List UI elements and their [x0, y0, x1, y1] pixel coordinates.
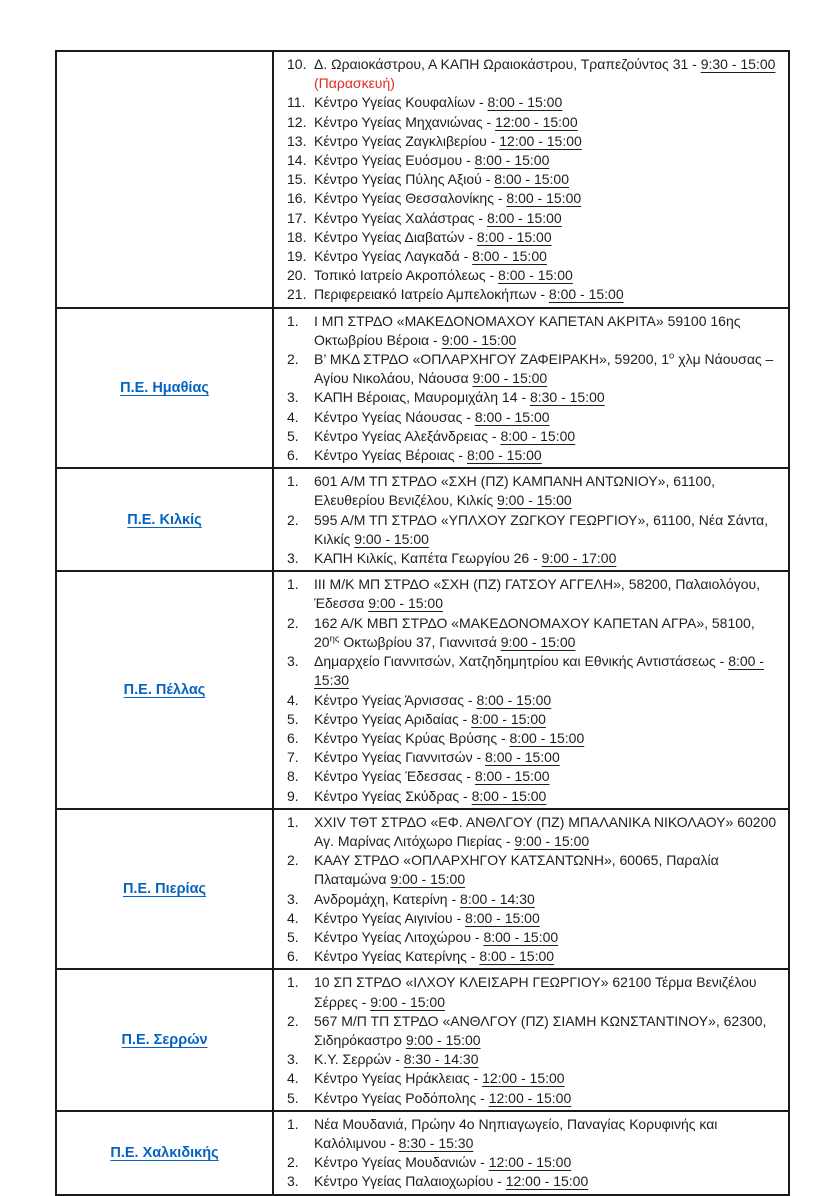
- opening-hours: 8:00 - 15:00: [548, 286, 624, 303]
- item-number: 3.: [287, 1173, 299, 1190]
- region-link[interactable]: Π.Ε. Χαλκιδικής: [110, 1144, 219, 1161]
- location-item: [274, 1153, 782, 1172]
- opening-hours: 9:00 - 15:00: [500, 633, 576, 650]
- opening-hours: 12:00 - 15:00: [495, 113, 578, 130]
- location-text: Ι ΜΠ ΣΤΡΔΟ «ΜΑΚΕΔΟΝΟΜΑΧΟΥ ΚΑΠΕΤΑΝ ΑΚΡΙΤΑ» 59100 16ης Οκτωβρίου Βέροια -: [314, 312, 741, 348]
- location-text: 10 ΣΠ ΣΤΡΔΟ «ΙΛΧΟΥ ΚΛΕΙΣΑΡΗ ΓΕΩΡΓΙΟΥ» 62100 Τέρμα Βενιζέλου Σέρρες -: [314, 974, 757, 1010]
- location-item: [274, 113, 782, 132]
- location-item: [274, 151, 782, 170]
- items-cell: [273, 969, 789, 1110]
- location-text: Κέντρο Υγείας Κρύας Βρύσης -: [314, 729, 510, 746]
- region-cell: [56, 809, 273, 970]
- location-text: Κέντρο Υγείας Βέροιας -: [314, 447, 467, 464]
- opening-hours: 8:00 - 15:00: [500, 427, 576, 444]
- opening-hours: 12:00 - 15:00: [488, 1089, 572, 1106]
- location-item: [274, 748, 782, 767]
- opening-hours: 9:00 - 15:00: [496, 492, 572, 509]
- location-item: [274, 312, 782, 350]
- opening-hours: 8:00 - 15:00: [494, 171, 569, 188]
- location-item: [274, 427, 782, 446]
- location-text: 595 Α/Μ ΤΠ ΣΤΡΔΟ «ΥΠΛΧΟΥ ΖΩΓΚΟΥ ΓΕΩΡΓΙΟΥ», 61100, Νέα Σάντα, Κιλκίς: [314, 511, 769, 547]
- items-cell: [273, 308, 789, 469]
- item-number: 17.: [287, 209, 307, 226]
- item-number: 12.: [287, 113, 307, 130]
- item-number: 14.: [287, 152, 307, 169]
- location-item: [274, 1069, 782, 1088]
- location-text: Κέντρο Υγείας Λιτοχώρου -: [314, 928, 484, 945]
- ordinal-suffix: ο: [669, 350, 675, 362]
- schedule-table-body: [56, 51, 789, 1195]
- location-text: XXIV ΤΘΤ ΣΤΡΔΟ «ΕΦ. ΑΝΘΛΓΟΥ (ΠΖ) ΜΠΑΛΑΝΙΚΑ ΝΙΚΟΛΑΟΥ» 60200 Αγ. Μαρίνας Λιτόχωρο Πιερίας -: [314, 813, 777, 849]
- location-item: [274, 691, 782, 710]
- item-number: 20.: [287, 267, 307, 284]
- item-number: 15.: [287, 171, 307, 188]
- location-text: Νέα Μουδανιά, Πρώην 4ο Νηπιαγωγείο, Παναγίας Κορυφινής και Καλόλιμνου -: [314, 1115, 718, 1151]
- location-item: [274, 549, 782, 568]
- location-text: Κέντρο Υγείας Ζαγκλιβερίου -: [314, 132, 500, 149]
- item-number: 9.: [287, 787, 299, 804]
- opening-hours: 8:00 - 15:00: [474, 152, 550, 169]
- location-item: [274, 511, 782, 549]
- item-number: 3.: [287, 1051, 299, 1068]
- location-item: [274, 813, 782, 851]
- location-text: Κέντρο Υγείας Διαβατών -: [314, 228, 477, 245]
- item-number: 6.: [287, 948, 299, 965]
- item-number: 3.: [287, 890, 299, 907]
- region-cell: [56, 969, 273, 1110]
- items-cell: [273, 1111, 789, 1195]
- location-list: [274, 813, 782, 967]
- location-item: [274, 408, 782, 427]
- location-item: [274, 228, 782, 247]
- location-text: Κέντρο Υγείας Μουδανιών -: [314, 1154, 489, 1171]
- location-text: Κέντρο Υγείας Μηχανιώνας -: [314, 113, 496, 130]
- location-text: Κέντρο Υγείας Θεσσαλονίκης -: [314, 190, 507, 207]
- opening-hours: 8:00 - 15:00: [498, 267, 573, 284]
- location-text: χλμ Νάουσας – Αγίου Νικολάου, Νάουσα: [314, 351, 774, 387]
- opening-hours: 8:00 - 15:00: [466, 447, 542, 464]
- region-link[interactable]: Π.Ε. Σερρών: [121, 1032, 208, 1049]
- location-item: [274, 266, 782, 285]
- location-list: [274, 1115, 782, 1192]
- item-number: 10.: [287, 56, 307, 72]
- location-text: Κέντρο Υγείας Λαγκαδά -: [314, 248, 473, 265]
- table-row: [56, 51, 789, 308]
- location-text: Τοπικό Ιατρείο Ακροπόλεως -: [314, 267, 499, 284]
- location-item: [274, 652, 782, 690]
- opening-hours: 8:30 - 15:00: [529, 389, 605, 406]
- location-text: Κέντρο Υγείας Ευόσμου -: [314, 152, 475, 169]
- opening-hours: 9:30 - 15:00: [700, 56, 776, 72]
- item-number: 4.: [287, 1070, 299, 1087]
- opening-hours: 8:00 - 15:00: [476, 228, 552, 245]
- location-text: Κέντρο Υγείας Σκύδρας -: [314, 787, 472, 804]
- ordinal-suffix: ης: [329, 633, 340, 645]
- opening-hours: 8:00 - 15:00: [479, 948, 555, 965]
- item-number: 2.: [287, 351, 299, 368]
- location-text: Β’ ΜΚΔ ΣΤΡΔΟ «ΟΠΛΑΡΧΗΓΟΥ ΖΑΦΕΙΡΑΚΗ», 59200, 1: [314, 351, 670, 368]
- table-row: [56, 468, 789, 571]
- item-number: 4.: [287, 408, 299, 425]
- location-text: Οκτωβρίου 37, Γιαννιτσά: [339, 633, 501, 650]
- item-number: 2.: [287, 852, 299, 869]
- location-item: [274, 890, 782, 909]
- region-cell: [56, 51, 273, 308]
- location-item: [274, 55, 782, 93]
- location-item: [274, 189, 782, 208]
- item-number: 1.: [287, 813, 299, 830]
- location-list: [274, 312, 782, 466]
- location-item: [274, 132, 782, 151]
- region-link[interactable]: Π.Ε. Πιερίας: [122, 881, 207, 898]
- location-item: [274, 710, 782, 729]
- location-item: [274, 1012, 782, 1050]
- item-number: 19.: [287, 248, 307, 265]
- location-text: ΚΑΑΥ ΣΤΡΔΟ «ΟΠΛΑΡΧΗΓΟΥ ΚΑΤΣΑΝΤΩΝΗ», 60065, Παραλία Πλαταμώνα: [314, 852, 719, 888]
- location-item: [274, 575, 782, 613]
- region-link[interactable]: Π.Ε. Πέλλας: [123, 682, 206, 698]
- opening-hours: 8:30 - 15:30: [398, 1134, 474, 1151]
- item-number: 21.: [287, 286, 307, 303]
- location-text: Κέντρο Υγείας Κατερίνης -: [314, 948, 480, 965]
- location-item: [274, 787, 782, 806]
- opening-hours: 9:00 - 15:00: [368, 595, 444, 612]
- opening-hours: 9:00 - 15:00: [472, 370, 548, 387]
- opening-hours: 9:00 - 15:00: [514, 832, 590, 849]
- location-item: [274, 851, 782, 889]
- item-number: 2.: [287, 1012, 299, 1029]
- opening-hours: 8:30 - 14:30: [403, 1051, 479, 1068]
- item-number: 5.: [287, 928, 299, 945]
- location-item: [274, 947, 782, 966]
- opening-hours: 9:00 - 15:00: [370, 993, 445, 1010]
- location-text: Κέντρο Υγείας Αιγινίου -: [314, 909, 466, 926]
- item-number: 5.: [287, 710, 299, 727]
- regional-units-schedule-table: [55, 50, 790, 1196]
- item-number: 6.: [287, 729, 299, 746]
- location-text: 601 Α/Μ ΤΠ ΣΤΡΔΟ «ΣΧΗ (ΠΖ) ΚΑΜΠΑΝΗ ΑΝΤΩΝΙΟΥ», 61100, Ελευθερίου Βενιζέλου, Κιλκίς: [314, 473, 716, 509]
- item-number: 11.: [287, 94, 306, 111]
- region-cell: [56, 308, 273, 469]
- item-number: 1.: [287, 473, 299, 490]
- opening-hours: 8:00 - 15:00: [487, 94, 563, 111]
- opening-hours: 8:00 - 15:00: [471, 787, 547, 804]
- location-text: Κέντρο Υγείας Κουφαλίων -: [314, 94, 488, 111]
- location-item: [274, 170, 782, 189]
- region-cell: [56, 571, 273, 808]
- opening-hours: 8:00 - 15:00: [509, 729, 585, 746]
- item-number: 2.: [287, 614, 299, 631]
- location-text: Κ.Υ. Σερρών -: [314, 1051, 404, 1068]
- items-cell: [273, 468, 789, 571]
- item-number: 1.: [287, 576, 299, 593]
- location-item: [274, 350, 782, 388]
- opening-hours: 9:00 - 15:00: [390, 871, 466, 888]
- location-text: 162 Α/Κ ΜΒΠ ΣΤΡΔΟ «ΜΑΚΕΔΟΝΟΜΑΧΟΥ ΚΑΠΕΤΑΝ ΑΓΡΑ», 58100, 20: [314, 614, 755, 650]
- item-number: 3.: [287, 389, 299, 406]
- location-text: Κέντρο Υγείας Γιαννιτσών -: [314, 749, 486, 766]
- location-text: Κέντρο Υγείας Έδεσσας -: [314, 768, 475, 785]
- location-item: [274, 247, 782, 266]
- location-text: Κέντρο Υγείας Πύλης Αξιού -: [314, 171, 495, 188]
- items-cell: [273, 809, 789, 970]
- opening-hours: 8:00 - 15:00: [486, 209, 562, 226]
- opening-hours: 8:00 - 15:00: [472, 248, 547, 265]
- item-number: 1.: [287, 974, 299, 991]
- table-row: [56, 809, 789, 970]
- region-link[interactable]: Π.Ε. Ημαθίας: [120, 379, 209, 396]
- item-number: 3.: [287, 653, 299, 670]
- opening-hours: 8:00 - 15:00: [471, 710, 546, 727]
- location-item: [274, 285, 782, 304]
- location-item: [274, 93, 782, 112]
- opening-hours: 9:00 - 17:00: [541, 550, 617, 567]
- location-text: Ανδρομάχη, Κατερίνη -: [314, 890, 461, 907]
- location-item: [274, 767, 782, 786]
- location-text: Κέντρο Υγείας Άρνισσας -: [314, 691, 477, 708]
- item-number: 8.: [287, 768, 299, 785]
- table-row: [56, 571, 789, 808]
- item-number: 18.: [287, 228, 307, 245]
- opening-hours: 8:00 - 15:00: [476, 691, 552, 708]
- location-list: [274, 55, 782, 305]
- item-number: 3.: [287, 550, 299, 567]
- table-row: [56, 969, 789, 1110]
- opening-hours: 8:00 - 15:00: [465, 909, 540, 926]
- item-number: 6.: [287, 447, 299, 464]
- day-note: (Παρασκευή): [314, 75, 395, 92]
- location-item: [274, 729, 782, 748]
- item-number: 1.: [287, 1115, 299, 1132]
- opening-hours: 8:00 - 15:00: [474, 408, 550, 425]
- location-text: Κέντρο Υγείας Αλεξάνδρειας -: [314, 427, 501, 444]
- location-text: ΚΑΠΗ Βέροιας, Μαυρομιχάλη 14 -: [314, 389, 530, 406]
- item-number: 1.: [287, 312, 299, 329]
- opening-hours: 8:00 - 15:00: [485, 749, 560, 766]
- item-number: 5.: [287, 427, 299, 444]
- item-number: 2.: [287, 1154, 299, 1171]
- location-text: Δ. Ωραιοκάστρου, Α ΚΑΠΗ Ωραιοκάστρου, Τραπεζούντος 31 -: [314, 56, 701, 72]
- item-number: 4.: [287, 691, 299, 708]
- region-cell: [56, 468, 273, 571]
- item-number: 4.: [287, 909, 299, 926]
- location-text: 567 Μ/Π ΤΠ ΣΤΡΔΟ «ΑΝΘΛΓΟΥ (ΠΖ) ΣΙΑΜΗ ΚΩΝΣΤΑΝΤΙΝΟΥ», 62300, Σιδηρόκαστρο: [314, 1012, 767, 1048]
- location-text: Περιφερειακό Ιατρείο Αμπελοκήπων -: [314, 286, 549, 303]
- opening-hours: 8:00 - 15:00: [474, 768, 550, 785]
- location-text: Κέντρο Υγείας Ηράκλειας -: [314, 1070, 483, 1087]
- location-text: Κέντρο Υγείας Αριδαίας -: [314, 710, 472, 727]
- location-item: [274, 472, 782, 510]
- location-item: [274, 1115, 782, 1153]
- location-text: ΚΑΠΗ Κιλκίς, Καπέτα Γεωργίου 26 -: [314, 550, 542, 567]
- location-item: [274, 614, 782, 652]
- item-number: 5.: [287, 1089, 299, 1106]
- opening-hours: 12:00 - 15:00: [482, 1070, 565, 1087]
- location-text: Κέντρο Υγείας Νάουσας -: [314, 408, 475, 425]
- opening-hours: 8:00 - 15:00: [506, 190, 582, 207]
- table-row: [56, 1111, 789, 1195]
- location-item: [274, 1089, 782, 1108]
- item-number: 7.: [287, 749, 299, 766]
- location-item: [274, 909, 782, 928]
- location-item: [274, 209, 782, 228]
- opening-hours: 12:00 - 15:00: [499, 132, 582, 149]
- region-link[interactable]: Π.Ε. Κιλκίς: [127, 511, 202, 528]
- items-cell: [273, 571, 789, 808]
- location-item: [274, 928, 782, 947]
- opening-hours: 9:00 - 15:00: [441, 331, 517, 348]
- location-item: [274, 446, 782, 465]
- location-text: ΙΙΙ Μ/Κ ΜΠ ΣΤΡΔΟ «ΣΧΗ (ΠΖ) ΓΑΤΣΟΥ ΑΓΓΕΛΗ», 58200, Παλαιολόγου, Έδεσσα: [314, 576, 761, 612]
- location-text: Κέντρο Υγείας Παλαιοχωρίου -: [314, 1173, 506, 1190]
- location-item: [274, 973, 782, 1011]
- location-list: [274, 575, 782, 805]
- location-item: [274, 388, 782, 407]
- location-text: Κέντρο Υγείας Χαλάστρας -: [314, 209, 487, 226]
- location-list: [274, 973, 782, 1107]
- item-number: 13.: [287, 132, 307, 149]
- location-text: Κέντρο Υγείας Ροδόπολης -: [314, 1089, 489, 1106]
- opening-hours: 12:00 - 15:00: [488, 1154, 572, 1171]
- location-text: Δημαρχείο Γιαννιτσών, Χατζηδημητρίου και Εθνικής Αντιστάσεως -: [314, 653, 729, 670]
- items-cell: [273, 51, 789, 308]
- opening-hours: 9:00 - 15:00: [354, 530, 429, 547]
- opening-hours: 8:00 - 14:30: [460, 890, 535, 907]
- location-item: [274, 1172, 782, 1191]
- opening-hours: 8:00 - 15:00: [483, 928, 559, 945]
- item-number: 16.: [287, 190, 307, 207]
- opening-hours: 9:00 - 15:00: [405, 1031, 481, 1048]
- table-row: [56, 308, 789, 469]
- item-number: 2.: [287, 511, 299, 528]
- opening-hours: 12:00 - 15:00: [505, 1173, 589, 1190]
- opening-hours: 8:00 - 15:30: [314, 653, 764, 689]
- location-list: [274, 472, 782, 568]
- region-cell: [56, 1111, 273, 1195]
- location-item: [274, 1050, 782, 1069]
